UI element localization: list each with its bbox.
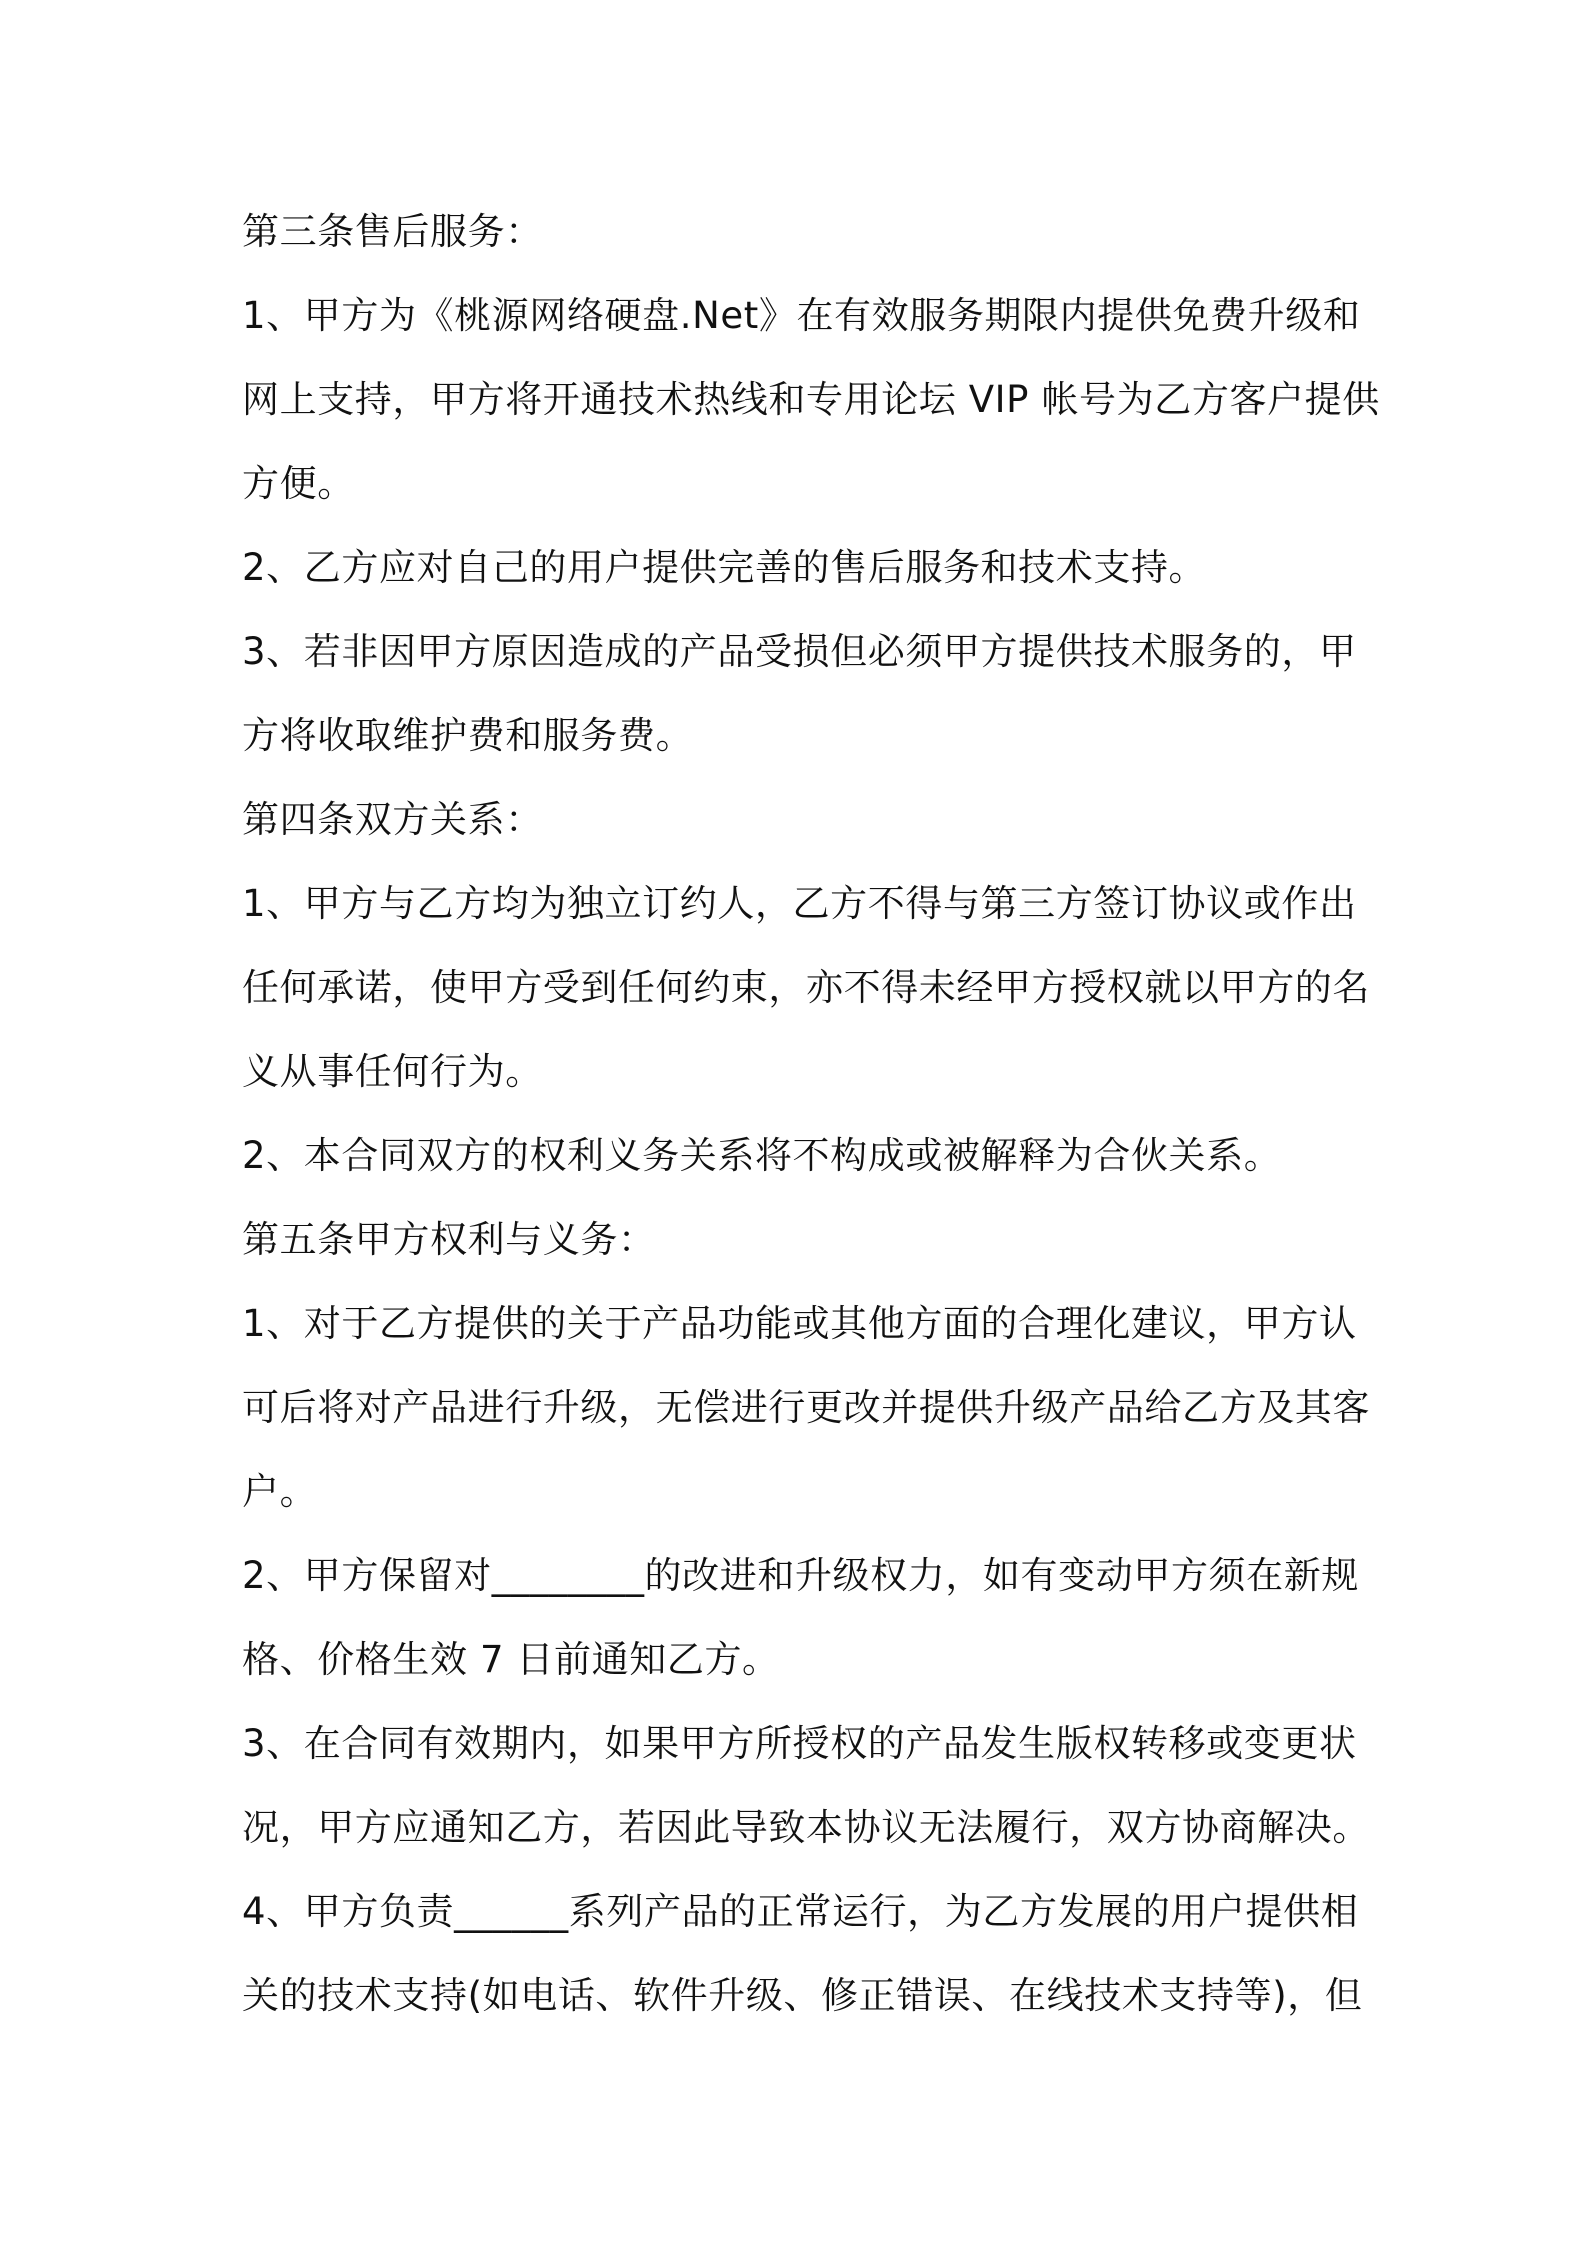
text-line: 格、价格生效 7 日前通知乙方。 (242, 1638, 780, 1681)
text-line: 网上支持，甲方将开通技术热线和专用论坛 VIP 帐号为乙方客户提供 (242, 378, 1380, 421)
text-line: 2、本合同双方的权利义务关系将不构成或被解释为合伙关系。 (242, 1134, 1282, 1177)
text-line: 任何承诺，使甲方受到任何约束，亦不得未经甲方授权就以甲方的名 (242, 966, 1370, 1009)
text-line: 方将收取维护费和服务费。 (242, 714, 694, 757)
text-line: 3、若非因甲方原因造成的产品受损但必须甲方提供技术服务的，甲 (242, 630, 1357, 673)
section-heading-3: 第三条售后服务： (242, 210, 543, 253)
text-line: 义从事任何行为。 (242, 1050, 543, 1093)
text-line: 1、甲方为《桃源网络硬盘.Net》在有效服务期限内提供免费升级和 (242, 294, 1361, 337)
section-heading-5: 第五条甲方权利与义务： (242, 1218, 656, 1261)
text-line: 2、乙方应对自己的用户提供完善的售后服务和技术支持。 (242, 546, 1207, 589)
text-line: 户。 (242, 1470, 318, 1513)
text-line: 1、甲方与乙方均为独立订约人，乙方不得与第三方签订协议或作出 (242, 882, 1357, 925)
document-body (242, 190, 1380, 2038)
text-line: 2、甲方保留对________的改进和升级权力，如有变动甲方须在新规 (242, 1554, 1359, 1597)
text-line: 况，甲方应通知乙方，若因此导致本协议无法履行，双方协商解决。 (242, 1806, 1370, 1849)
text-line: 关的技术支持(如电话、软件升级、修正错误、在线技术支持等)，但 (242, 1974, 1363, 2017)
text-line: 1、对于乙方提供的关于产品功能或其他方面的合理化建议，甲方认 (242, 1302, 1357, 1345)
text-line: 可后将对产品进行升级，无偿进行更改并提供升级产品给乙方及其客 (242, 1386, 1370, 1429)
text-line: 4、甲方负责______系列产品的正常运行，为乙方发展的用户提供相 (242, 1890, 1359, 1933)
text-line: 方便。 (242, 462, 355, 505)
section-heading-4: 第四条双方关系： (242, 798, 543, 841)
text-line: 3、在合同有效期内，如果甲方所授权的产品发生版权转移或变更状 (242, 1722, 1357, 1765)
